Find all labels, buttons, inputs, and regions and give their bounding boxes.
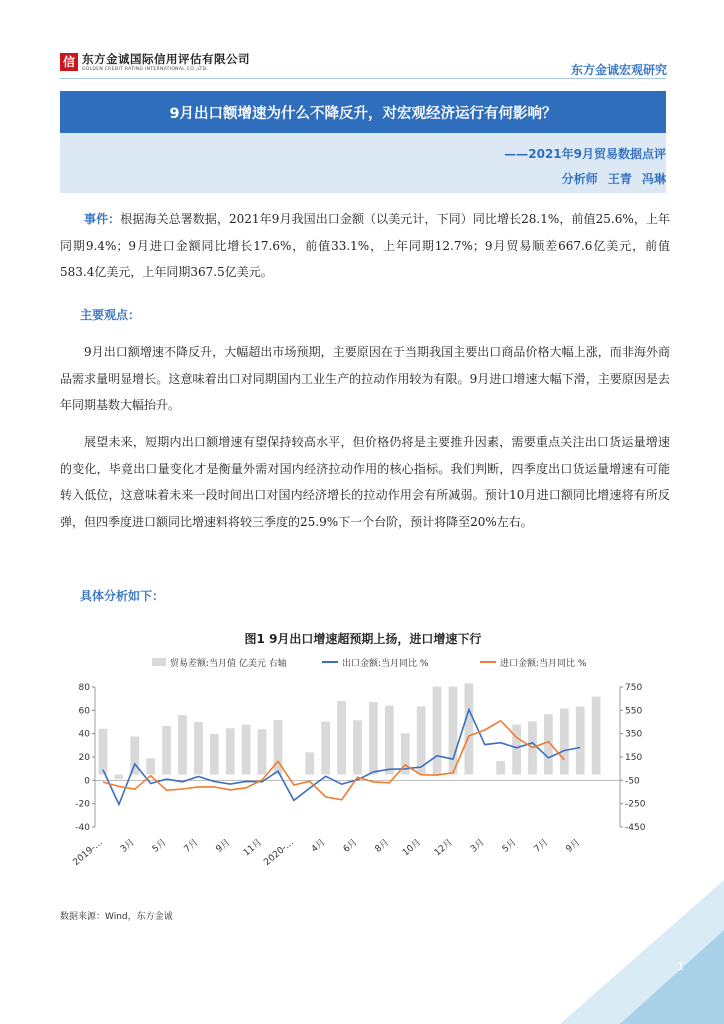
company-name-en: GOLDEN CREDIT RATING INTERNATIONAL CO.,LTD.: [82, 67, 209, 72]
chart-legend: [152, 657, 587, 669]
legend-label-balance: 贸易差额:当月值 亿美元 右轴: [170, 659, 287, 669]
left-tick-label: -40: [75, 823, 90, 833]
trade-balance-bar: [464, 683, 473, 774]
right-tick-label: 750: [625, 683, 643, 693]
figure-title: 图1 9月出口增速超预期上扬，进口增速下行: [244, 632, 482, 646]
left-tick-label: 80: [78, 683, 90, 693]
trade-balance-bar: [242, 725, 251, 775]
x-tick-label: 8月: [373, 837, 392, 855]
right-tick-label: 350: [625, 729, 643, 740]
x-tick-label: 2020-…: [262, 837, 296, 868]
right-tick-label: 150: [625, 753, 643, 763]
x-tick-label: 9月: [564, 837, 583, 855]
legend-label-import: 进口金额:当月同比 %: [500, 659, 587, 669]
trade-balance-bar: [353, 720, 362, 774]
chart-bars: [99, 683, 601, 779]
x-tick-label: 3月: [468, 837, 487, 855]
chart-ticks: [72, 683, 646, 868]
left-tick-label: 20: [78, 753, 90, 763]
trade-chart: [60, 650, 666, 905]
company-name-cn: 东方金诚国际信用评估有限公司: [82, 52, 250, 66]
trade-balance-bar: [226, 728, 235, 774]
left-tick-label: -20: [75, 799, 90, 810]
x-tick-label: 4月: [309, 837, 328, 855]
company-logo: [60, 51, 250, 72]
trade-balance-bar: [433, 687, 442, 775]
right-tick-label: 550: [625, 706, 643, 717]
trade-balance-bar: [210, 734, 219, 775]
left-tick-label: 0: [84, 776, 90, 787]
x-tick-label: 5月: [500, 837, 519, 855]
header-divider: [60, 78, 666, 79]
analysis-heading: 具体分析如下：: [80, 589, 165, 603]
trade-balance-bar: [146, 758, 155, 774]
analyst-names: 分析师 王青 冯琳: [561, 172, 666, 186]
trade-balance-bar: [449, 687, 458, 775]
x-tick-label: 6月: [341, 837, 360, 855]
trade-balance-bar: [592, 697, 601, 775]
logo-mark-icon: 信: [60, 53, 78, 71]
legend-label-export: 出口金额:当月同比 %: [342, 659, 429, 669]
event-label: 事件：: [84, 212, 121, 226]
x-tick-label: 2019-…: [71, 837, 105, 868]
trade-balance-bar: [194, 722, 203, 775]
header-section-label: 东方金诚宏观研究: [570, 63, 667, 77]
right-tick-label: -250: [625, 799, 646, 810]
trade-balance-bar: [162, 726, 171, 775]
report-subtitle: ——2021年9月贸易数据点评: [504, 147, 666, 161]
trade-balance-bar: [576, 706, 585, 774]
views-paragraph-1: 9月出口额增速不降反升，大幅超出市场预期，主要原因在于当期我国主要出口商品价格大幅上涨，而非海外商品需求量明显增长。这意味着出口对同期国内工业生产的拉动作用较为有限。9月进口增速大幅下滑，主要原因是去年同期基数大幅抬升。: [60, 345, 670, 412]
report-title: 9月出口额增速为什么不降反升，对宏观经济运行有何影响？: [60, 91, 666, 133]
right-tick-label: -450: [625, 823, 646, 833]
trade-balance-bar: [321, 722, 330, 775]
right-tick-label: -50: [625, 776, 640, 787]
trade-balance-bar: [99, 729, 108, 775]
x-tick-label: 5月: [150, 837, 169, 855]
trade-balance-bar: [512, 725, 521, 775]
x-tick-label: 7月: [182, 837, 201, 855]
trade-balance-bar: [337, 701, 346, 775]
import-yoy-line: [103, 721, 564, 800]
x-tick-label: 7月: [532, 837, 551, 855]
views-paragraph-2: 展望未来，短期内出口额增速有望保持较高水平，但价格仍将是主要推升因素，需要重点关注出口货运量增速的变化，毕竟出口量变化才是衡量外需对国内经济拉动作用的核心指标。我们判断，四季度出口货运量增速有可能转入低位，这意味着未来一段时间出口对国内经济增长的拉动作用会有所减弱。预计10月进口额同比增速将有所反弹，但四季度进口额同比增速料将较三季度的25.9%下一个台阶，预计将降至20%左右。: [60, 435, 670, 529]
x-tick-label: 3月: [118, 837, 137, 855]
trade-balance-bar: [114, 775, 123, 780]
trade-balance-bar: [385, 706, 394, 775]
x-tick-label: 11月: [241, 837, 264, 859]
trade-balance-bar: [496, 761, 505, 775]
trade-balance-bar: [560, 708, 569, 774]
event-text: 根据海关总署数据，2021年9月我国出口金额（以美元计，下同）同比增长28.1%，前值25.6%，上年同期9.4%；9月进口金额同比增长17.6%，前值33.1%，上年同期12.7%；9月贸易顺差667.6亿美元，前值583.4亿美元，上年同期367.5亿美元。: [60, 212, 670, 279]
x-tick-label: 12月: [432, 837, 455, 859]
event-paragraph: [60, 206, 670, 286]
trade-balance-bar: [369, 702, 378, 775]
data-source: 数据来源：Wind，东方金诚: [60, 912, 173, 922]
x-tick-label: 9月: [214, 837, 233, 855]
trade-balance-bar: [305, 752, 314, 774]
main-views-heading: 主要观点：: [80, 308, 141, 322]
x-tick-label: 10月: [400, 837, 424, 859]
trade-balance-bar: [178, 715, 187, 774]
left-tick-label: 60: [78, 706, 90, 717]
legend-bar-swatch: [152, 658, 166, 666]
trade-balance-bar: [258, 729, 267, 774]
page-number: 1: [677, 960, 684, 973]
left-tick-label: 40: [78, 729, 90, 740]
